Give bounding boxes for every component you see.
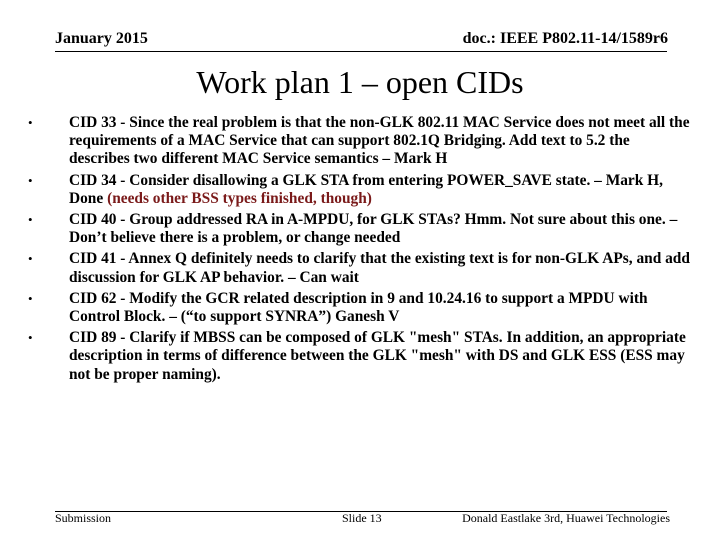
bullet-item-cid41 — [24, 250, 694, 286]
header-doc-id: doc.: IEEE P802.11-14/1589r6 — [462, 30, 668, 47]
bullet-list — [24, 114, 694, 387]
bullet-text: CID 34 - Consider disallowing a GLK STA from entering POWER_SAVE state. – Mark H, Done — [69, 171, 663, 207]
bullet-item-cid62 — [24, 290, 694, 326]
bullet-item-cid34 — [24, 172, 694, 208]
bullet-dot-icon: • — [28, 115, 33, 130]
bullet-text: CID 40 - Group addressed RA in A-MPDU, for GLK STAs? Hmm. Not sure about this one. – Don’t believe there is a problem, or change needed — [69, 211, 678, 247]
bullet-dot-icon: • — [28, 290, 33, 306]
footer-author: Donald Eastlake 3rd, Huawei Technologies — [462, 511, 670, 525]
bullet-text: CID 62 - Modify the GCR related description in 9 and 10.24.16 to support a MPDU with Control Block. – (“to support SYNRA”) Ganesh V — [69, 289, 648, 326]
bullet-dot-icon: • — [28, 212, 33, 228]
bullet-text: CID 89 - Clarify if MBSS can be composed of GLK "mesh" STAs. In addition, an appropriate description in terms of difference between the GLK "mesh" with DS and GLK ESS (ESS may not be proper naming). — [69, 329, 686, 383]
bullet-text: CID 33 - Since the real problem is that the non-GLK 802.11 MAC Service does not meet all the requirements of a MAC Service that can support 802.1Q Bridging. Add text to 5.2 the describes two different MAC Service semantics – Mark H — [69, 114, 690, 168]
header-divider — [55, 51, 667, 52]
bullet-note: (needs other BSS types finished, though) — [107, 189, 372, 207]
bullet-dot-icon: • — [28, 172, 33, 188]
bullet-text: CID 41 - Annex Q definitely needs to clarify that the existing text is for non-GLK APs, and add discussion for GLK AP behavior. – Can wait — [69, 250, 690, 286]
bullet-item-cid89 — [24, 329, 694, 384]
slide-title: Work plan 1 – open CIDs — [196, 64, 524, 100]
header-date: January 2015 — [55, 30, 148, 47]
footer-slide-number: Slide 13 — [342, 511, 382, 525]
bullet-item-cid40 — [24, 211, 694, 247]
bullet-dot-icon: • — [28, 330, 33, 346]
footer-submission: Submission — [55, 511, 112, 525]
bullet-item-cid33 — [24, 114, 694, 169]
bullet-dot-icon: • — [28, 251, 33, 267]
